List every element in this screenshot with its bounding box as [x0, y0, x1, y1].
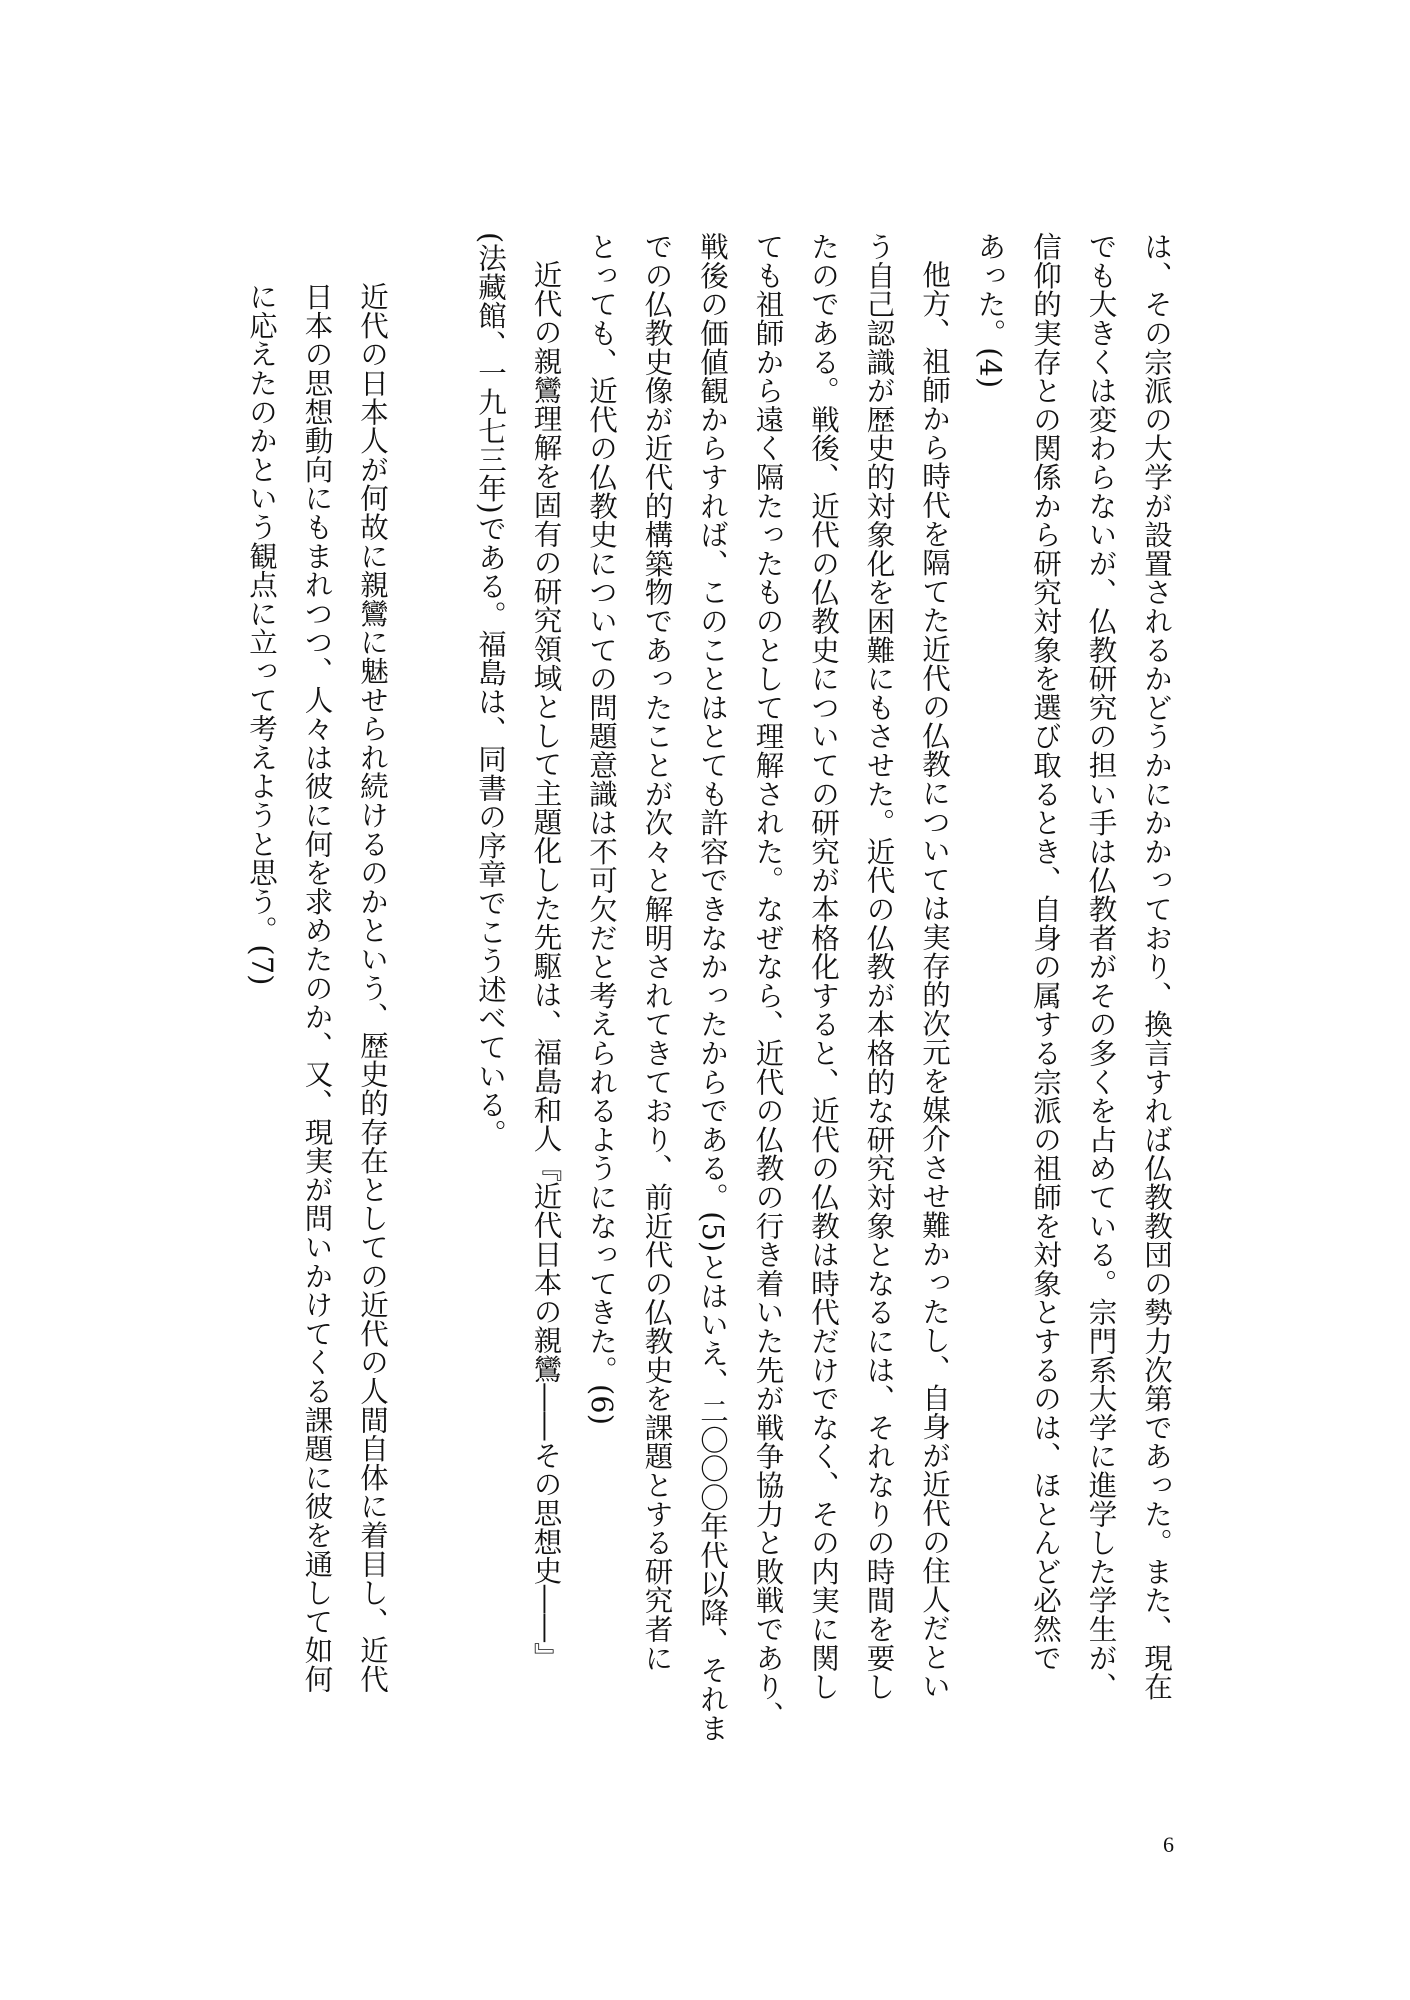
text-column: (法藏館、一九七三年)である。福島は、同書の序章でこう述べている。: [474, 232, 507, 1148]
text-column: う自己認識が歴史的対象化を困難にもさせた。近代の仏教が本格的な研究対象となるには、それなりの時間を要し: [862, 232, 896, 1701]
text-column: ても祖師から遠く隔たったものとして理解された。なぜなら、近代の仏教の行き着いた先が戦争協力と敗戦であり、: [751, 232, 785, 1730]
text-column: でも大きくは変わらないが、仏教研究の担い手は仏教者がその多くを占めている。宗門系大学に進学した学生が、: [1084, 232, 1118, 1701]
main-body-text: [463, 232, 1185, 1792]
text-column: での仏教史像が近代的構築物であったことが次々と解明されてきており、前近代の仏教史を課題とする研究者に: [640, 232, 674, 1672]
text-column: 他方、祖師から時代を隔てた近代の仏教については実存的次元を媒介させ難かったし、自身が近代の住人だとい: [918, 260, 951, 1700]
text-column: とっても、近代の仏教史についての問題意識は不可欠だと考えられるようになってきた。(6): [585, 232, 618, 1426]
text-column: あった。(4): [973, 232, 1007, 389]
text-column: たのである。戦後、近代の仏教史についての研究が本格化すると、近代の仏教は時代だけでなく、その内実に関し: [807, 232, 840, 1701]
text-column: 近代の親鸞理解を固有の研究領域として主題化した先駆は、福島和人『近代日本の親鸞――その思想史――』: [529, 260, 563, 1672]
text-column: 戦後の価値観からすれば、このことはとても許容できなかったからである。(5)とはいえ、二〇〇〇年代以降、それま: [696, 232, 729, 1743]
quote-column: に応えたのかという観点に立って考えようと思う。(7): [245, 282, 278, 986]
text-column: は、その宗派の大学が設置されるかどうかにかかっており、換言すれば仏教教団の勢力次第であった。また、現在: [1140, 232, 1173, 1701]
quote-column: 日本の思想動向にもまれつつ、人々は彼に何を求めたのか、又、現実が問いかけてくる課題に彼を通して如何: [300, 282, 334, 1694]
quote-column: 近代の日本人が何故に親鸞に魅せられ続けるのかという、歴史的存在としての近代の人間自体に着目し、近代: [356, 282, 389, 1694]
block-quote: [234, 282, 401, 1782]
text-column: 信仰的実存との関係から研究対象を選び取るとき、自身の属する宗派の祖師を対象とするのは、ほとんど必然で: [1029, 232, 1062, 1672]
page-number: 6: [1163, 1832, 1174, 1857]
